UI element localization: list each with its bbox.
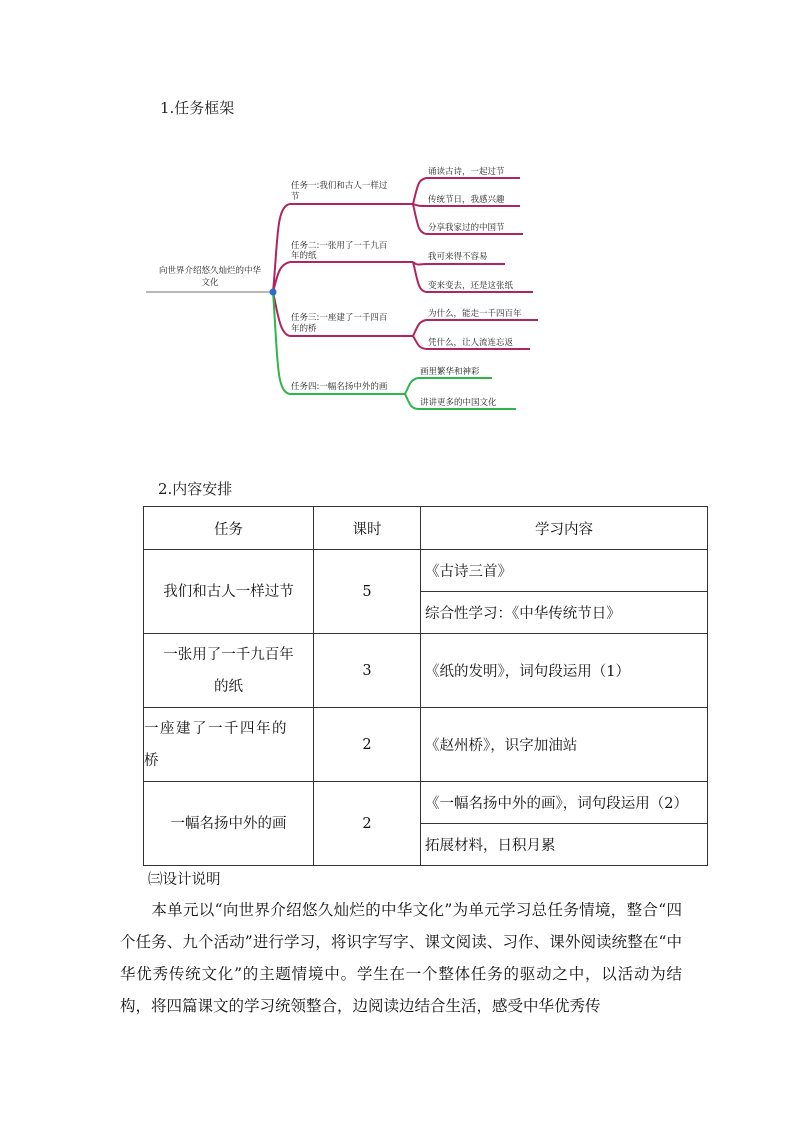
leaf-3-2: 凭什么，让人流连忘返 <box>428 338 514 348</box>
task-cell: 我们和古人一样过节 <box>144 550 314 634</box>
table-row <box>144 708 708 782</box>
leaf-1-2: 传统节日，我感兴趣 <box>428 195 505 205</box>
task-cell-line1: 一张用了一千九百年 <box>163 646 294 663</box>
section-heading-task-framework: 1.任务框架 <box>160 99 235 117</box>
leaf-2-1: 我可来得不容易 <box>428 252 488 262</box>
content-cell: 拓展材料，日积月累 <box>421 824 708 866</box>
section-heading-design-notes: ㈢设计说明 <box>148 872 221 888</box>
content-cell: 综合性学习：《中华传统节日》 <box>421 592 708 634</box>
header-content: 学习内容 <box>421 507 708 550</box>
leaf-3-1: 为什么，能走一千四百年 <box>428 309 522 319</box>
content-cell: 《纸的发明》，词句段运用（1） <box>421 634 708 708</box>
header-task: 任务 <box>144 507 314 550</box>
hours-cell: 5 <box>314 550 421 634</box>
root-label-line1: 向世界介绍悠久灿烂的中华 <box>158 266 262 276</box>
leaf-connector-4-1 <box>405 378 418 394</box>
branch-4-label-line1: 任务四:一幅名扬中外的画 <box>291 382 388 392</box>
leaf-connector-3-2 <box>413 336 426 349</box>
leaf-connector-3-1 <box>413 320 426 336</box>
leaf-1-1: 诵读古诗，一起过节 <box>428 167 505 177</box>
leaf-connector-2-2 <box>413 262 426 292</box>
leaf-4-2: 讲讲更多的中国文化 <box>420 398 497 408</box>
table-row <box>144 782 708 824</box>
table-row <box>144 634 708 708</box>
branch-1-label-line1: 任务一:我们和古人一样过 <box>291 181 388 191</box>
content-cell: 《赵州桥》，识字加油站 <box>421 708 708 782</box>
section-heading-content-arrangement: 2.内容安排 <box>158 480 233 498</box>
task-cell: 一幅名扬中外的画 <box>144 782 314 866</box>
leaf-4-1: 画里繁华和神彩 <box>420 367 480 377</box>
table-row <box>144 550 708 592</box>
branch-2-label-line2: 年的纸 <box>291 251 317 261</box>
content-arrangement-table <box>143 506 708 866</box>
branch-2-label-line1: 任务二:一张用了一千九百 <box>291 241 388 251</box>
branch-1-label-line2: 节 <box>291 192 300 202</box>
table-header-row <box>144 507 708 550</box>
task-framework-mindmap <box>0 0 794 440</box>
header-hours: 课时 <box>314 507 421 550</box>
leaf-1-3: 分享我家过的中国节 <box>428 223 505 233</box>
task-cell <box>144 708 314 782</box>
task-cell-line1: 一座建了一千四年的 <box>144 720 288 737</box>
hours-cell: 2 <box>314 782 421 866</box>
root-node-dot <box>270 289 277 296</box>
leaf-connector-1-1 <box>413 178 426 204</box>
task-cell-line2: 的纸 <box>214 678 243 695</box>
leaf-connector-1-2 <box>413 204 426 206</box>
design-notes-paragraph <box>120 894 682 1022</box>
content-cell: 《古诗三首》 <box>421 550 708 592</box>
content-cell: 《一幅名扬中外的画》，词句段运用（2） <box>421 782 708 824</box>
task-cell-line2: 桥 <box>144 752 159 769</box>
root-label-line2: 文化 <box>201 278 219 288</box>
branch-3-label-line2: 年的桥 <box>291 324 317 334</box>
task-cell <box>144 634 314 708</box>
hours-cell: 2 <box>314 708 421 782</box>
leaf-connector-1-3 <box>413 204 426 234</box>
branch-3-label-line1: 任务三:一座建了一千四百 <box>291 313 388 323</box>
design-notes-text: 本单元以“向世界介绍悠久灿烂的中华文化”为单元学习总任务情境，整合“四个任务、九个活动”进行学习，将识字写字、课文阅读、习作、课外阅读统整在“中华优秀传统文化”的主题情境中。学生在一个整体任务的驱动之中，以活动为结构，将四篇课文的学习统领整合，边阅读边结合生活，感受中华优秀传 <box>120 901 682 1015</box>
hours-cell: 3 <box>314 634 421 708</box>
leaf-connector-2-1 <box>413 262 426 265</box>
leaf-connector-4-2 <box>405 394 418 409</box>
leaf-2-2: 变来变去，还是这张纸 <box>428 281 514 291</box>
